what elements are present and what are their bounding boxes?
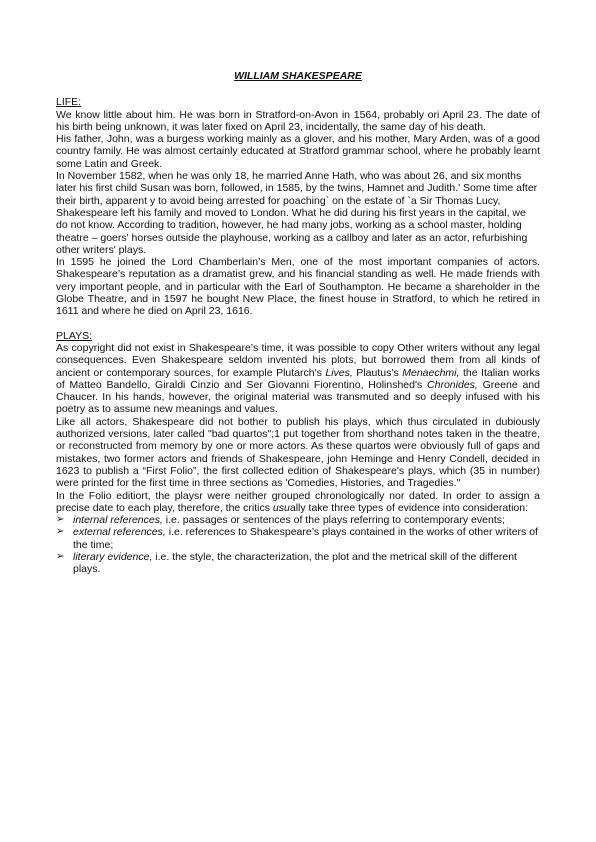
- work-title-chronides: Chronides,: [427, 378, 478, 391]
- life-paragraph-2: His father, John, was a burgess working mainly as a glover, and his mother, Mary Arden, was of a good country family. He was almost certainly educated at Stratford grammar school, where he probably learnt some Latin and Greek.: [56, 133, 540, 170]
- list-item-text: i.e. passages or sentences of the plays referring to contemporary events;: [162, 514, 505, 527]
- list-item: [56, 514, 540, 526]
- section-gap: [56, 318, 540, 330]
- text-run: As copyright did not exist in Shakespeare’s time, it was possible to copy Other writers without any legal consequences. Even Shakespeare seldom invented his plots, but borrowed them from all kinds of ancient or contemporary sources, for example Plutarch's: [56, 341, 540, 379]
- list-item-term: literary evidence,: [73, 550, 153, 563]
- list-item-term: internal references,: [73, 514, 163, 527]
- arrow-bullet-icon: ➢: [56, 514, 65, 526]
- list-item-text: i.e. the style, the characterization, the plot and the metrical skill of the different plays.: [73, 550, 517, 576]
- work-title-menaechmi: Menaechmi,: [402, 366, 460, 379]
- plays-paragraph-2: Like all actors, Shakespeare did not bother to publish his plays, which thus circulated in dubiously authorized versions, later called "bad quartos";1 put together from shorthand notes taken in the theatre, or reconstructed from memory by one or more actors. As these quartos were obviously full of gaps and mistakes, two former actors and friends of Shakespeare, john Heminge and Henry Condell, decided in 1623 to publish a “First Folio”, the first collected edition of Shakespeare's plays, which (35 in number) were printed for the first time in three sections as 'Comedies, Histories, and Tragedies.": [56, 415, 540, 490]
- plays-heading: PLAYS:: [56, 329, 92, 342]
- plays-paragraph-3: [56, 490, 540, 515]
- text-run: Plautus’s: [352, 366, 403, 379]
- list-item-text: i.e. references to Shakespeare’s plays contained in the works of other writers of the time;: [73, 526, 538, 551]
- life-paragraph-4: In 1595 he joined the Lord Chamberlain’s Men, one of the most important companies of actors. Shakespeare’s reputation as a dramatist grew, and his financial standing as well. He made friends with very important people, and in particular with the Earl of Southampton. He became a shareholder in the Globe Theatre, and in 1597 he bought New Place, the finest house in Stratford, to which he retired in 1611 and where he died on April 23, 1616.: [56, 256, 540, 318]
- document-page: [56, 70, 540, 576]
- document-title: WILLIAM SHAKESPEARE: [234, 70, 362, 82]
- evidence-list: [56, 514, 540, 575]
- text-run: Greene and Chaucer. In his hands, however, the original material was transmuted and so deeply infused with his poetry as to assume new meanings and values.: [56, 378, 540, 416]
- italic-fragment: usu: [272, 501, 290, 514]
- plays-paragraph-1: [56, 342, 540, 416]
- text-run: ally take three types of evidence into consideration:: [289, 501, 529, 514]
- text-run: the Italian works of Matteo Bandello, Giraldi Cinzio and Ser Giovanni Fiorentino, Holinshed's: [56, 366, 540, 391]
- text-run: In the Folio editiort, the playsr were neither grouped chronologically nor dated. In order to assign a precise date to each play, therefore, the critics: [56, 489, 540, 514]
- list-item-term: external references,: [73, 526, 166, 539]
- arrow-bullet-icon: ➢: [56, 550, 65, 562]
- work-title-lives: Lives,: [325, 366, 353, 379]
- arrow-bullet-icon: ➢: [56, 526, 65, 538]
- list-item: [56, 526, 540, 551]
- life-paragraph-1: We know little about him. He was born in Stratford-on-Avon in 1564, probably ori April 23. The date of his birth being unknown, it was later fixed on April 23, incidentally, the same day of his death.: [56, 108, 540, 133]
- list-item: [56, 551, 540, 576]
- life-heading: LIFE:: [56, 96, 82, 109]
- life-paragraph-3: In November 1582, when he was only 18, he married Anne Hath, who was about 26, and six months later his first child Susan was born, followed, in 1585, by the twins, Hamnet and Judith.' Some time after their birth, apparent y to avoid being arrested for poaching` on the estate of `a Sir Thomas Lucy, Shakespeare left his family and moved to London. What he did during his first years in the capital, we do not know. According to tradition, however, he had many jobs, working as a school master, holding theatre – goers' horses outside the playhouse, working as a callboy and later as an actor, refurbishing other writers' plays.: [56, 170, 538, 256]
